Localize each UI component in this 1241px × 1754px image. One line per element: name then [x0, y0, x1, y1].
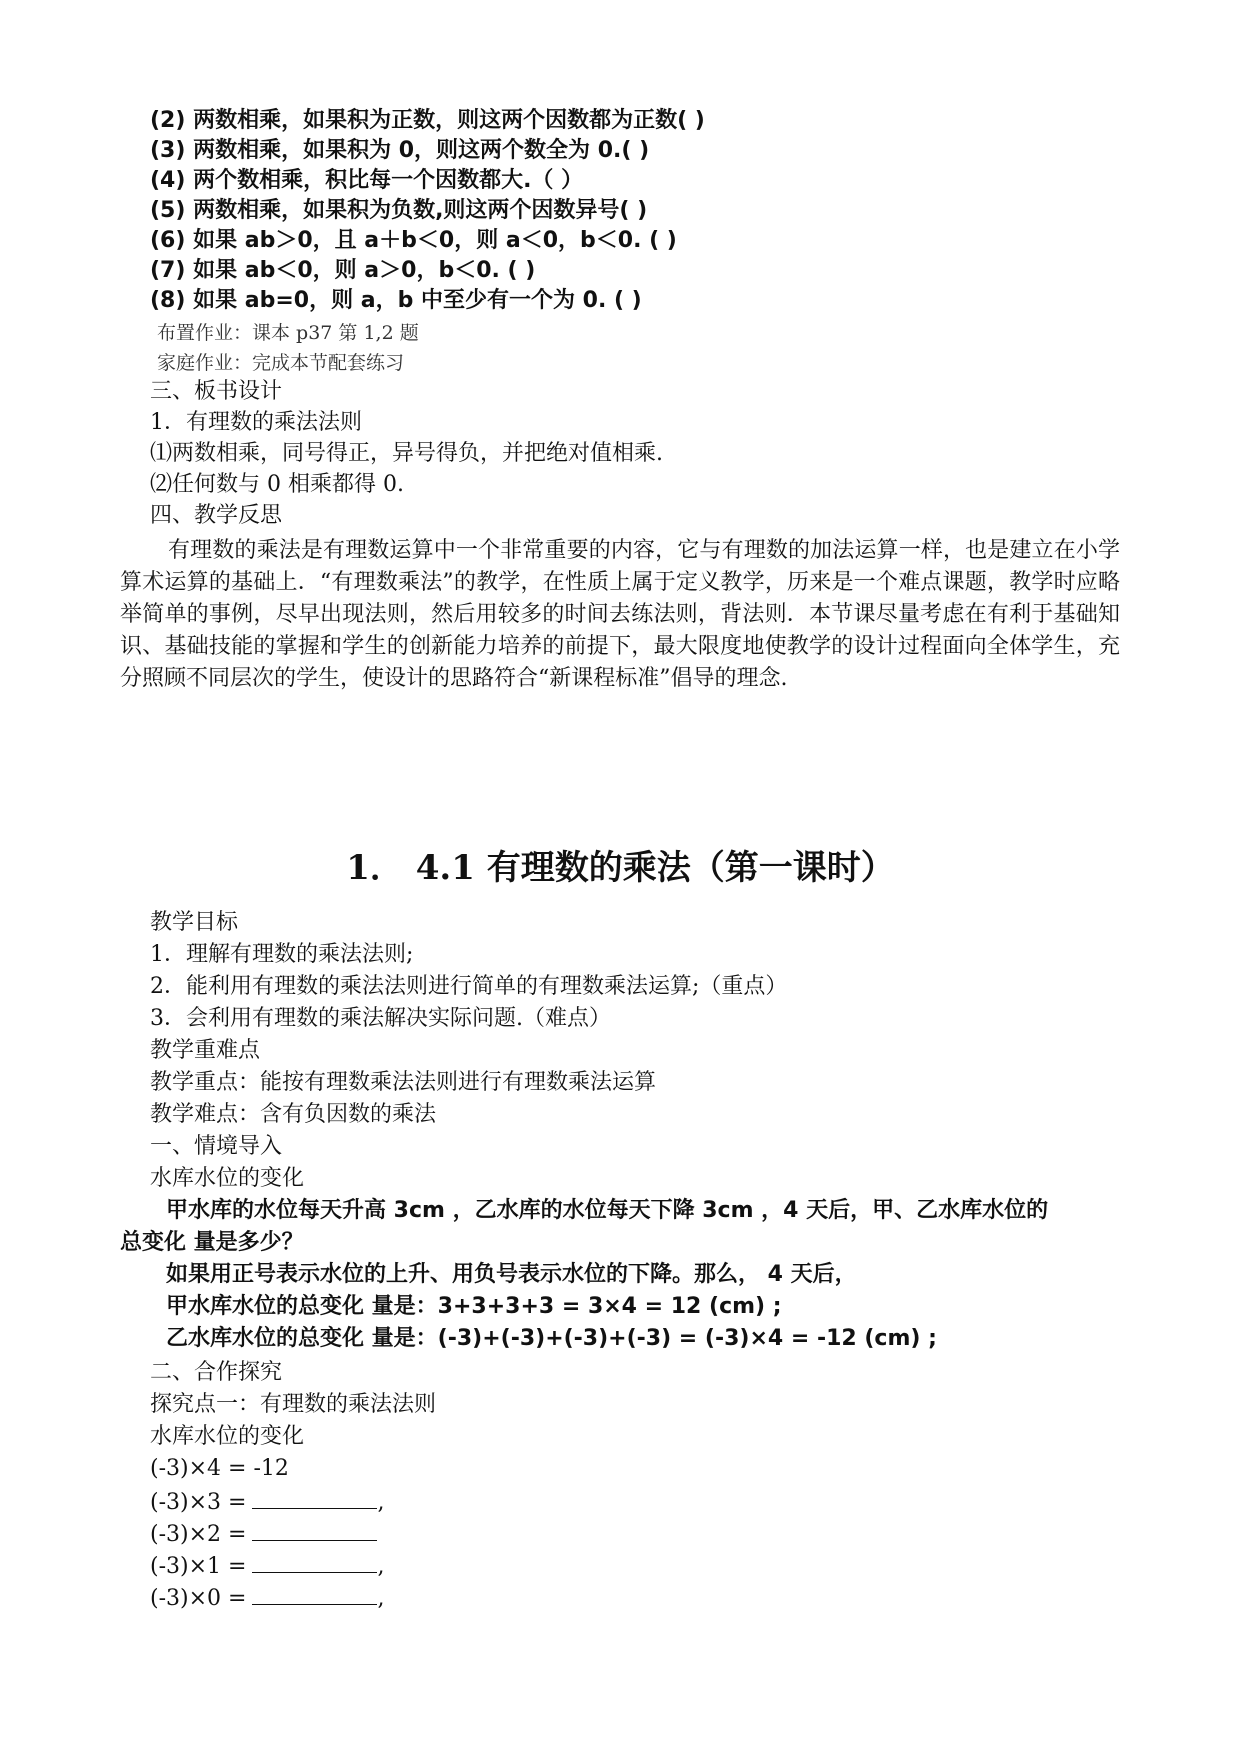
- section-heading: 四、教学反思: [150, 503, 283, 528]
- judgement-item: (2) 两数相乘，如果积为正数，则这两个因数都为正数( ): [150, 108, 705, 133]
- equation-text: (-3)×4 = -12: [150, 1456, 289, 1481]
- judgement-item: (7) 如果 ab＜0，则 a＞0，b＜0. ( ): [150, 258, 536, 283]
- section-heading: 三、板书设计: [150, 379, 283, 404]
- answer-blank: [252, 1550, 377, 1573]
- judgement-item: (4) 两个数相乘，积比每一个因数都大.（ ）: [150, 168, 584, 193]
- equation-text: (-3)×2 =: [150, 1522, 247, 1547]
- intro-problem: 总变化 量是多少？: [120, 1230, 304, 1255]
- intro-line: 甲水库水位的总变化 量是：3+3+3+3 = 3×4 = 12 (cm) ;: [166, 1294, 782, 1319]
- equation-text: (-3)×0 =: [150, 1586, 247, 1611]
- reflection-paragraph: 有理数的乘法是有理数运算中一个非常重要的内容，它与有理数的加法运算一样，也是建立在小学算术运算的基础上．“有理数乘法”的教学，在性质上属于定义教学，历来是一个难点课题，教学时应略举简单的事例，尽早出现法则，然后用较多的时间去练法则，背法则．本节课尽量考虑在有利于基础知识、基础技能的掌握和学生的创新能力培养的前提下，最大限度地使教学的设计过程面向全体学生，充分照顾不同层次的学生，使设计的思路符合“新课程标准”倡导的理念.: [120, 538, 1120, 691]
- section-heading: 一、情境导入: [150, 1134, 283, 1159]
- key-difficulty: 教学难点：含有负因数的乘法: [150, 1102, 437, 1127]
- explore-point: 探究点一：有理数的乘法法则: [150, 1392, 437, 1417]
- homework-line: 布置作业：课本 p37 第 1,2 题: [157, 322, 419, 344]
- section-heading: 教学重难点: [150, 1038, 261, 1063]
- equation-line: [150, 1518, 377, 1550]
- goal-item: 3．会利用有理数的乘法解决实际问题.（难点）: [150, 1006, 611, 1031]
- board-line: 1．有理数的乘法法则: [150, 410, 362, 435]
- intro-line: 乙水库水位的总变化 量是：(-3)+(-3)+(-3)+(-3) = (-3)×4 = -12 (cm) ;: [166, 1326, 937, 1351]
- intro-problem: 甲水库的水位每天升高 3cm ，乙水库的水位每天下降 3cm ，4 天后，甲、乙水库水位的: [166, 1198, 1049, 1223]
- answer-blank: [252, 1518, 377, 1541]
- explore-topic: 水库水位的变化: [150, 1424, 305, 1449]
- judgement-item: (5) 两数相乘，如果积为负数,则这两个因数异号( ): [150, 198, 648, 223]
- judgement-item: (3) 两数相乘，如果积为 0，则这两个数全为 0.( ): [150, 138, 650, 163]
- goal-item: 1．理解有理数的乘法法则;: [150, 942, 414, 967]
- board-line: ⑵任何数与 0 相乘都得 0.: [150, 472, 404, 497]
- key-focus: 教学重点：能按有理数乘法法则进行有理数乘法运算: [150, 1070, 657, 1095]
- judgement-item: (8) 如果 ab=0，则 a，b 中至少有一个为 0. ( ): [150, 288, 642, 313]
- equation-line: [150, 1454, 289, 1484]
- equation-tail: ,: [377, 1490, 385, 1515]
- goal-item: 2．能利用有理数的乘法法则进行简单的有理数乘法运算;（重点）: [150, 974, 788, 999]
- equation-tail: ,: [377, 1554, 385, 1579]
- section-heading: 教学目标: [150, 910, 239, 935]
- lesson-title: 1． 4.1 有理数的乘法（第一课时）: [346, 848, 895, 888]
- answer-blank: [252, 1486, 377, 1509]
- homework-line: 家庭作业：完成本节配套练习: [157, 352, 405, 374]
- equation-tail: ,: [377, 1586, 385, 1611]
- intro-topic: 水库水位的变化: [150, 1166, 305, 1191]
- answer-blank: [252, 1582, 377, 1605]
- equation-text: (-3)×3 =: [150, 1490, 247, 1515]
- judgement-item: (6) 如果 ab＞0，且 a＋b＜0，则 a＜0，b＜0. ( ): [150, 228, 677, 253]
- board-line: ⑴两数相乘，同号得正，异号得负，并把绝对值相乘.: [150, 441, 663, 466]
- equation-line: [150, 1582, 384, 1614]
- equation-line: [150, 1486, 384, 1518]
- section-heading: 二、合作探究: [150, 1360, 283, 1385]
- intro-line: 如果用正号表示水位的上升、用负号表示水位的下降。那么， 4 天后，: [166, 1262, 857, 1287]
- equation-text: (-3)×1 =: [150, 1554, 247, 1579]
- equation-line: [150, 1550, 384, 1582]
